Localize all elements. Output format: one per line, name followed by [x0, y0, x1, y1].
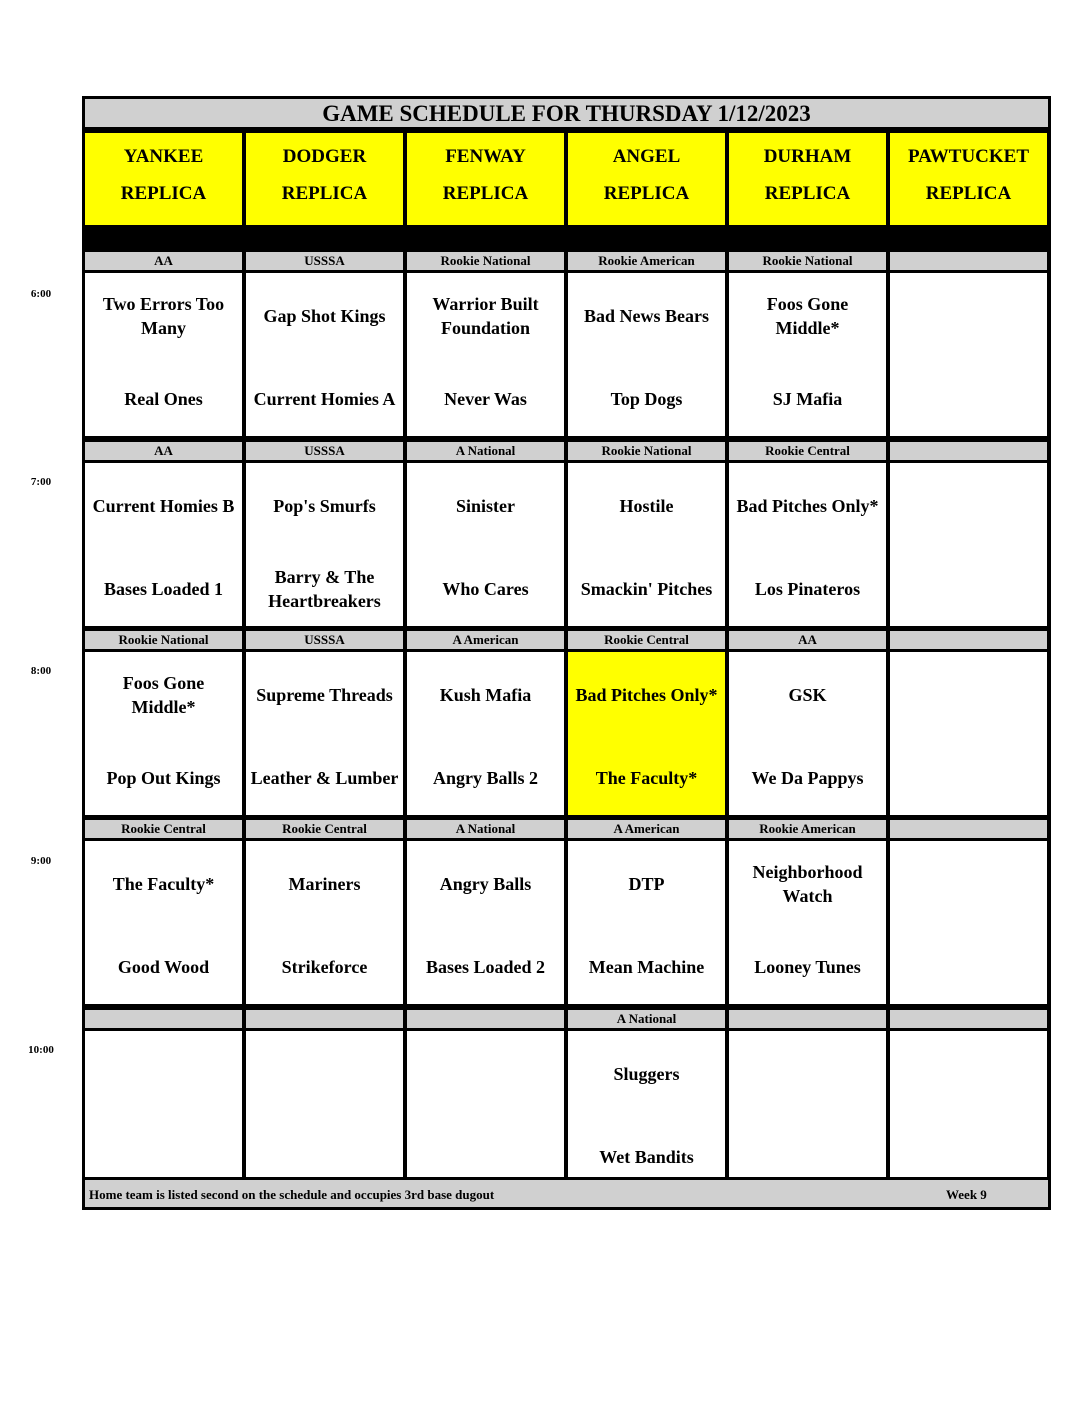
away-team: Sinister — [455, 496, 515, 516]
division-label: Rookie National — [568, 442, 725, 460]
division-label: Rookie Central — [568, 631, 725, 649]
away-team: Two Errors Too Many — [102, 294, 225, 338]
division-label: A National — [568, 1010, 725, 1028]
week-label: Week 9 — [946, 1187, 987, 1202]
division-label — [890, 442, 1047, 460]
division-label: A American — [407, 631, 564, 649]
home-team: Wet Bandits — [599, 1147, 694, 1167]
field-name: DURHAM — [763, 146, 852, 167]
home-team: Leather & Lumber — [250, 768, 399, 788]
division-label: AA — [85, 442, 242, 460]
home-team: SJ Mafia — [772, 389, 843, 409]
field-subtitle: REPLICA — [442, 183, 529, 204]
game-cell — [568, 463, 725, 626]
home-team: Angry Balls 2 — [432, 768, 538, 788]
away-team — [890, 667, 1047, 723]
schedule-title: GAME SCHEDULE FOR THURSDAY 1/12/2023 — [85, 99, 1048, 130]
home-team: Looney Tunes — [754, 957, 861, 977]
away-team: Current Homies B — [92, 496, 235, 516]
field-header — [890, 133, 1047, 225]
game-cell — [407, 273, 564, 436]
division-label: Rookie American — [568, 252, 725, 270]
division-label — [890, 252, 1047, 270]
home-team: Pop Out Kings — [106, 768, 221, 788]
field-header — [729, 133, 886, 225]
home-team-note: Home team is listed second on the schedule and occupies 3rd base dugout — [89, 1187, 495, 1202]
away-team: Hostile — [619, 496, 674, 516]
home-team: The Faculty* — [595, 768, 698, 788]
field-name: ANGEL — [612, 146, 681, 167]
field-name: DODGER — [282, 146, 367, 167]
away-team: Gap Shot Kings — [263, 306, 386, 326]
division-label — [407, 1010, 564, 1028]
division-label: USSSA — [246, 442, 403, 460]
division-label: AA — [85, 252, 242, 270]
away-team: Sluggers — [613, 1064, 680, 1084]
home-team: Real Ones — [124, 389, 203, 409]
game-cell — [890, 841, 1047, 1004]
game-cell — [246, 841, 403, 1004]
game-cell — [729, 463, 886, 626]
game-cell — [246, 652, 403, 815]
away-team: Warrior Built Foundation — [432, 294, 539, 338]
game-cell — [729, 652, 886, 815]
game-cell — [407, 1031, 564, 1194]
game-cell — [85, 463, 242, 626]
away-team — [890, 1046, 1047, 1102]
field-subtitle: REPLICA — [281, 183, 368, 204]
field-subtitle: REPLICA — [764, 183, 851, 204]
division-label: Rookie Central — [246, 820, 403, 838]
game-cell — [246, 273, 403, 436]
game-cell — [85, 1031, 242, 1194]
time-label: 9:00 — [30, 855, 52, 867]
away-team — [85, 1046, 242, 1102]
away-team: DTP — [628, 874, 665, 894]
home-team: Good Wood — [117, 957, 210, 977]
division-label: USSSA — [246, 631, 403, 649]
home-team: Who Cares — [442, 579, 529, 599]
division-label — [729, 1010, 886, 1028]
division-label: Rookie Central — [85, 820, 242, 838]
away-team: Kush Mafia — [439, 685, 532, 705]
division-label: Rookie National — [407, 252, 564, 270]
division-label: USSSA — [246, 252, 403, 270]
game-cell — [890, 652, 1047, 815]
away-team: Bad Pitches Only* — [575, 685, 718, 705]
division-label: A American — [568, 820, 725, 838]
home-team — [890, 750, 1047, 806]
field-header — [246, 133, 403, 225]
division-label — [246, 1010, 403, 1028]
away-team — [890, 288, 1047, 344]
home-team — [890, 561, 1047, 617]
game-cell — [407, 652, 564, 815]
time-label: 6:00 — [30, 288, 52, 300]
division-label — [890, 631, 1047, 649]
game-cell — [890, 463, 1047, 626]
away-team: The Faculty* — [112, 874, 215, 894]
schedule-table — [82, 96, 1051, 1210]
game-cell — [85, 841, 242, 1004]
field-name: YANKEE — [123, 146, 204, 167]
division-label — [890, 820, 1047, 838]
field-name: PAWTUCKET — [907, 146, 1030, 167]
home-team: Smackin' Pitches — [580, 579, 713, 599]
division-label — [85, 1010, 242, 1028]
division-label: A National — [407, 442, 564, 460]
away-team: Angry Balls — [439, 874, 532, 894]
away-team: Bad News Bears — [584, 306, 709, 326]
time-label: 10:00 — [28, 1044, 54, 1056]
away-team: Mariners — [288, 874, 361, 894]
game-cell — [407, 841, 564, 1004]
away-team: Foos Gone Middle* — [766, 294, 849, 338]
home-team: Los Pinateros — [754, 579, 861, 599]
field-header — [568, 133, 725, 225]
home-team: Current Homies A — [253, 389, 396, 409]
away-team: Pop's Smurfs — [273, 496, 376, 516]
field-header — [85, 133, 242, 225]
division-label: Rookie National — [85, 631, 242, 649]
home-team — [890, 939, 1047, 995]
away-team: Neighborhood Watch — [752, 862, 863, 906]
home-team: Strikeforce — [281, 957, 368, 977]
game-cell — [729, 273, 886, 436]
division-label: AA — [729, 631, 886, 649]
game-cell — [407, 463, 564, 626]
away-team — [246, 1046, 403, 1102]
home-team: We Da Pappys — [751, 768, 864, 788]
home-team: Never Was — [444, 389, 527, 409]
time-label: 8:00 — [30, 665, 52, 677]
game-cell — [568, 841, 725, 1004]
field-subtitle: REPLICA — [925, 183, 1012, 204]
division-label: Rookie National — [729, 252, 886, 270]
home-team: Top Dogs — [610, 389, 683, 409]
field-subtitle: REPLICA — [120, 183, 207, 204]
game-cell — [568, 652, 725, 815]
field-subtitle: REPLICA — [603, 183, 690, 204]
away-team — [890, 478, 1047, 534]
schedule-footer — [85, 1177, 1048, 1207]
home-team: Mean Machine — [588, 957, 705, 977]
home-team: Barry & The Heartbreakers — [268, 567, 381, 611]
time-label: 7:00 — [30, 476, 52, 488]
game-cell — [85, 652, 242, 815]
away-team — [890, 856, 1047, 912]
home-team: Bases Loaded 2 — [425, 957, 546, 977]
home-team — [890, 371, 1047, 427]
away-team: Bad Pitches Only* — [736, 496, 879, 516]
away-team — [407, 1046, 564, 1102]
game-cell — [568, 1031, 725, 1194]
game-cell — [890, 273, 1047, 436]
field-header — [407, 133, 564, 225]
away-team — [729, 1046, 886, 1102]
away-team: Supreme Threads — [256, 685, 393, 705]
division-label — [890, 1010, 1047, 1028]
division-label: Rookie Central — [729, 442, 886, 460]
away-team: Foos Gone Middle* — [122, 673, 205, 717]
game-cell — [568, 273, 725, 436]
game-cell — [246, 463, 403, 626]
game-cell — [890, 1031, 1047, 1194]
game-cell — [246, 1031, 403, 1194]
away-team: GSK — [788, 685, 827, 705]
home-team: Bases Loaded 1 — [103, 579, 224, 599]
game-cell — [729, 841, 886, 1004]
division-label: Rookie American — [729, 820, 886, 838]
game-cell — [729, 1031, 886, 1194]
game-cell — [85, 273, 242, 436]
division-label: A National — [407, 820, 564, 838]
field-name: FENWAY — [445, 146, 526, 167]
